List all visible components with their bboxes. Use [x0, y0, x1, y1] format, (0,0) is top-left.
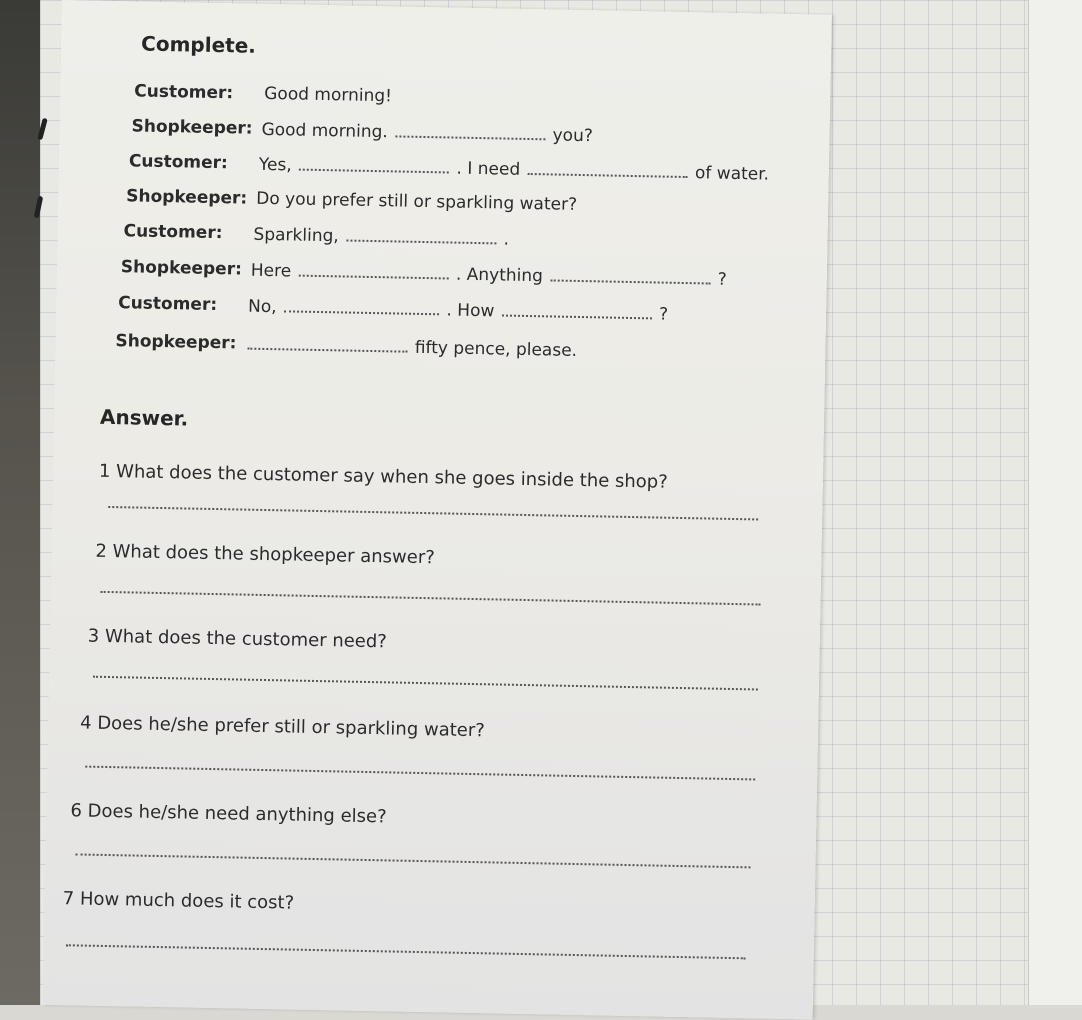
speaker-label: Shopkeeper:	[131, 116, 253, 139]
speaker-label: Customer:	[123, 221, 223, 244]
dialogue-row	[126, 186, 826, 225]
dialogue-row	[121, 257, 821, 296]
answer-heading: Answer.	[99, 404, 189, 431]
speaker-label: Customer:	[134, 81, 234, 104]
dialogue-text: Here	[250, 260, 292, 282]
dialogue-text: ?	[658, 304, 669, 325]
dialogue-text: Do you prefer still or sparkling water?	[256, 188, 578, 215]
dialogue-text: Sparkling,	[253, 224, 339, 247]
answer-line[interactable]	[85, 766, 755, 781]
dialogue-text: .	[503, 229, 510, 250]
answer-line[interactable]	[76, 853, 751, 868]
fill-in-blank[interactable]	[284, 296, 439, 315]
dialogue-text: Yes,	[258, 154, 292, 176]
fill-in-blank[interactable]	[299, 155, 449, 174]
dialogue-text: Good morning.	[261, 119, 389, 143]
question: 6 Does he/she need anything else?	[70, 800, 387, 828]
speaker-label: Shopkeeper:	[126, 186, 248, 209]
dialogue-text: fifty pence, please.	[414, 337, 578, 361]
dialogue-text: you?	[552, 125, 594, 147]
question: 4 Does he/she prefer still or sparkling water?	[79, 712, 486, 742]
dialogue-row	[115, 331, 815, 370]
speaker-label: Shopkeeper:	[120, 257, 243, 280]
dialogue-text: Good morning!	[264, 83, 393, 107]
dialogue-text: No,	[247, 296, 277, 318]
answer-line[interactable]	[93, 676, 758, 691]
speaker-label: Customer:	[128, 151, 229, 174]
dialogue-row	[131, 116, 831, 155]
answer-line[interactable]	[108, 506, 758, 520]
answer-line[interactable]	[66, 944, 746, 959]
notebook-page-edge	[1028, 0, 1082, 1005]
dialogue-text: . I need	[456, 158, 521, 180]
dialogue-text: . Anything	[455, 264, 544, 287]
dialogue-row	[118, 293, 818, 332]
fill-in-blank[interactable]	[395, 121, 545, 140]
worksheet	[43, 0, 832, 1020]
complete-heading: Complete.	[140, 31, 257, 58]
dialogue-row	[123, 221, 823, 260]
question: 2 What does the shopkeeper answer?	[95, 540, 435, 569]
fill-in-blank[interactable]	[298, 261, 448, 280]
fill-in-blank[interactable]	[502, 301, 652, 320]
question: 1 What does the customer say when she goes inside the shop?	[98, 460, 668, 493]
dialogue-text: ?	[717, 269, 727, 290]
dialogue-row	[129, 151, 829, 190]
dialogue-text: of water.	[694, 163, 770, 185]
speaker-label: Shopkeeper:	[115, 331, 237, 354]
dialogue-text: . How	[446, 300, 495, 322]
fill-in-blank[interactable]	[550, 265, 710, 284]
question: 3 What does the customer need?	[87, 625, 388, 653]
fill-in-blank[interactable]	[528, 159, 688, 178]
fill-in-blank[interactable]	[247, 334, 407, 353]
answer-line[interactable]	[101, 591, 761, 606]
fill-in-blank[interactable]	[346, 226, 496, 245]
dialogue-row	[134, 81, 834, 120]
question: 7 How much does it cost?	[62, 888, 295, 914]
speaker-label: Customer:	[117, 293, 218, 316]
